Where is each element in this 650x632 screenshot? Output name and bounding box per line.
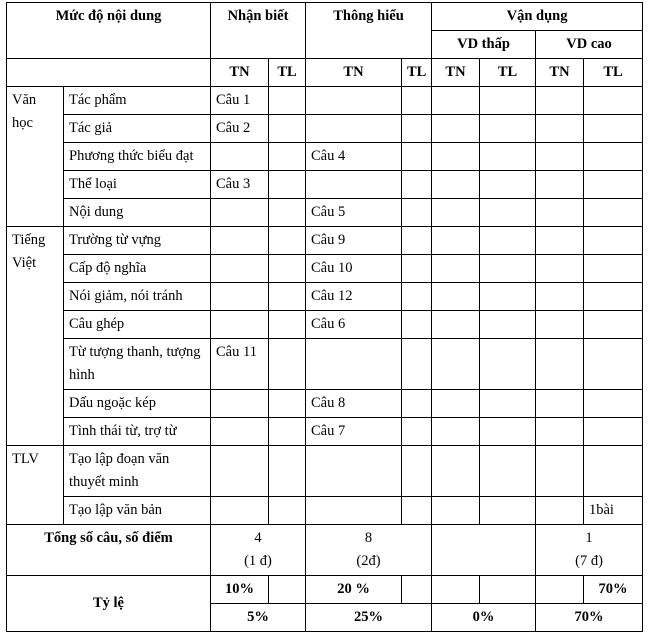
cell: Câu 4: [306, 143, 402, 171]
header-tn: TN: [306, 59, 402, 87]
header-tn: TN: [432, 59, 480, 87]
cell: [536, 143, 584, 171]
totals-understanding: [306, 525, 432, 576]
cell: Câu 9: [306, 227, 402, 255]
topic-cell: Tạo lập đoạn văn thuyết minh: [64, 446, 211, 497]
ratio-vd-high: 70%: [536, 604, 643, 632]
topic-cell: Tác giả: [64, 115, 211, 143]
totals-recognition-points: (1 đ): [244, 553, 272, 569]
cell: [269, 283, 306, 311]
cell: [432, 390, 480, 418]
cell: [536, 497, 584, 525]
cell: Câu 11: [211, 339, 269, 390]
topic-cell: Câu ghép: [64, 311, 211, 339]
cell: [269, 115, 306, 143]
ratio-recognition-tn: 10%: [211, 576, 269, 604]
ratio-vd-high-tl: 70%: [584, 576, 643, 604]
cell: 1bài: [584, 497, 643, 525]
cell: [269, 171, 306, 199]
cell: [269, 199, 306, 227]
cell: [480, 143, 536, 171]
cell: [402, 339, 432, 390]
cell: [432, 339, 480, 390]
table-row: [7, 418, 643, 446]
cell: [480, 171, 536, 199]
cell: [584, 339, 643, 390]
totals-recognition: [211, 525, 306, 576]
cell: [536, 283, 584, 311]
cell: [536, 311, 584, 339]
topic-cell: Tạo lập văn bản: [64, 497, 211, 525]
cell: Câu 6: [306, 311, 402, 339]
cell: [584, 311, 643, 339]
cell: [402, 283, 432, 311]
totals-recognition-count: 4: [254, 530, 262, 546]
topic-cell: Thể loại: [64, 171, 211, 199]
ratio-understanding-tn: 20 %: [306, 576, 402, 604]
cell: Câu 12: [306, 283, 402, 311]
cell: [211, 311, 269, 339]
cell: [584, 87, 643, 115]
table-row: [7, 255, 643, 283]
cell: [306, 339, 402, 390]
cell: [432, 115, 480, 143]
header-application: Vận dụng: [432, 3, 643, 31]
topic-cell: Cấp độ nghĩa: [64, 255, 211, 283]
totals-understanding-points: (2đ): [356, 553, 381, 569]
cell: [402, 446, 432, 497]
totals-vd-high-points: (7 đ): [575, 553, 603, 569]
cell: [306, 87, 402, 115]
cell: [480, 255, 536, 283]
cell: Câu 1: [211, 87, 269, 115]
table-row: [7, 199, 643, 227]
header-vd-high: VD cao: [536, 31, 643, 59]
header-vd-low: VD thấp: [432, 31, 536, 59]
totals-understanding-count: 8: [364, 530, 373, 546]
topic-cell: Nội dung: [64, 199, 211, 227]
cell: [480, 115, 536, 143]
table-row: [7, 283, 643, 311]
totals-vd-high: [536, 525, 643, 576]
cell: Câu 7: [306, 418, 402, 446]
cell: [584, 390, 643, 418]
cell: Câu 5: [306, 199, 402, 227]
table-row: [7, 171, 643, 199]
header-tn: TN: [211, 59, 269, 87]
cell: [269, 418, 306, 446]
cell: [432, 87, 480, 115]
header-tn: TN: [536, 59, 584, 87]
cell: [402, 199, 432, 227]
ratio-vd-low: 0%: [432, 604, 536, 632]
table-row: [7, 87, 643, 115]
cell: [211, 446, 269, 497]
cell: [211, 227, 269, 255]
cell: [211, 390, 269, 418]
cell: [402, 418, 432, 446]
topic-cell: Nói giảm, nói tránh: [64, 283, 211, 311]
cell: [584, 418, 643, 446]
header-tl: TL: [269, 59, 306, 87]
cell: Câu 8: [306, 390, 402, 418]
cell: [211, 255, 269, 283]
ratio-label: Tỷ lệ: [7, 576, 211, 632]
cell: [536, 255, 584, 283]
cell: [536, 390, 584, 418]
cell: [584, 227, 643, 255]
table-row: [7, 446, 643, 497]
header-understanding: Thông hiểu: [306, 3, 432, 59]
ratio-understanding: 25%: [306, 604, 432, 632]
header-row-1: [7, 3, 643, 31]
cell: [584, 446, 643, 497]
cell: [432, 143, 480, 171]
header-row-3: [7, 59, 643, 87]
cell: [480, 227, 536, 255]
group-writing: TLV: [7, 446, 64, 525]
cell: [402, 255, 432, 283]
topic-cell: Từ tượng thanh, tượng hình: [64, 339, 211, 390]
topic-cell: Phương thức biểu đạt: [64, 143, 211, 171]
cell: [402, 390, 432, 418]
cell: [269, 311, 306, 339]
cell: [269, 227, 306, 255]
cell: [432, 227, 480, 255]
cell: [536, 115, 584, 143]
cell: [480, 390, 536, 418]
cell: [480, 311, 536, 339]
cell: [536, 227, 584, 255]
cell: [402, 143, 432, 171]
cell: [584, 171, 643, 199]
table-row: [7, 143, 643, 171]
topic-cell: Tình thái từ, trợ từ: [64, 418, 211, 446]
cell: [480, 446, 536, 497]
cell: [480, 339, 536, 390]
cell: [402, 87, 432, 115]
cell: [536, 339, 584, 390]
cell: [584, 143, 643, 171]
cell: [536, 418, 584, 446]
topic-cell: Dấu ngoặc kép: [64, 390, 211, 418]
cell: [306, 115, 402, 143]
cell: [432, 255, 480, 283]
cell: [269, 497, 306, 525]
cell: [480, 497, 536, 525]
totals-vd-low: [432, 525, 536, 576]
cell: [269, 143, 306, 171]
cell: [269, 87, 306, 115]
totals-row: [7, 525, 643, 576]
header-tl: TL: [402, 59, 432, 87]
cell: [211, 497, 269, 525]
cell: Câu 3: [211, 171, 269, 199]
cell: [211, 418, 269, 446]
table-row: [7, 390, 643, 418]
topic-cell: Trường từ vựng: [64, 227, 211, 255]
table-row: [7, 497, 643, 525]
table-row: [7, 311, 643, 339]
table-row: [7, 227, 643, 255]
cell: [480, 418, 536, 446]
cell: [584, 283, 643, 311]
cell: [402, 311, 432, 339]
group-literature: Văn học: [7, 87, 64, 227]
cell: [536, 87, 584, 115]
header-blank-cell: [7, 59, 211, 87]
table-row: [7, 115, 643, 143]
cell: [536, 446, 584, 497]
cell: [211, 199, 269, 227]
topic-cell: Tác phẩm: [64, 87, 211, 115]
cell: [480, 87, 536, 115]
cell: [211, 283, 269, 311]
cell: [432, 199, 480, 227]
cell: Câu 10: [306, 255, 402, 283]
cell: [480, 283, 536, 311]
cell: [432, 446, 480, 497]
cell: [402, 227, 432, 255]
cell: [402, 115, 432, 143]
cell: [584, 199, 643, 227]
cell: [306, 171, 402, 199]
header-tl: TL: [480, 59, 536, 87]
cell: [269, 390, 306, 418]
cell: [306, 497, 402, 525]
totals-vd-high-count: 1: [585, 530, 593, 546]
cell: [269, 339, 306, 390]
cell: [536, 171, 584, 199]
table-row: [7, 339, 643, 390]
cell: [269, 255, 306, 283]
header-content-level: Mức độ nội dung: [7, 3, 211, 59]
cell: [432, 171, 480, 199]
cell: [402, 497, 432, 525]
totals-label: Tổng số câu, số điểm: [7, 525, 211, 576]
ratio-recognition: 5%: [211, 604, 306, 632]
cell: [584, 115, 643, 143]
exam-matrix-table: [6, 2, 643, 632]
cell: [432, 311, 480, 339]
header-recognition: Nhận biết: [211, 3, 306, 59]
cell: Câu 2: [211, 115, 269, 143]
cell: [432, 497, 480, 525]
cell: [584, 255, 643, 283]
header-tl: TL: [584, 59, 643, 87]
cell: [432, 418, 480, 446]
cell: [211, 143, 269, 171]
cell: [480, 199, 536, 227]
cell: [306, 446, 402, 497]
cell: [402, 171, 432, 199]
cell: [432, 283, 480, 311]
cell: [269, 446, 306, 497]
group-vietnamese: Tiếng Việt: [7, 227, 64, 446]
cell: [536, 199, 584, 227]
